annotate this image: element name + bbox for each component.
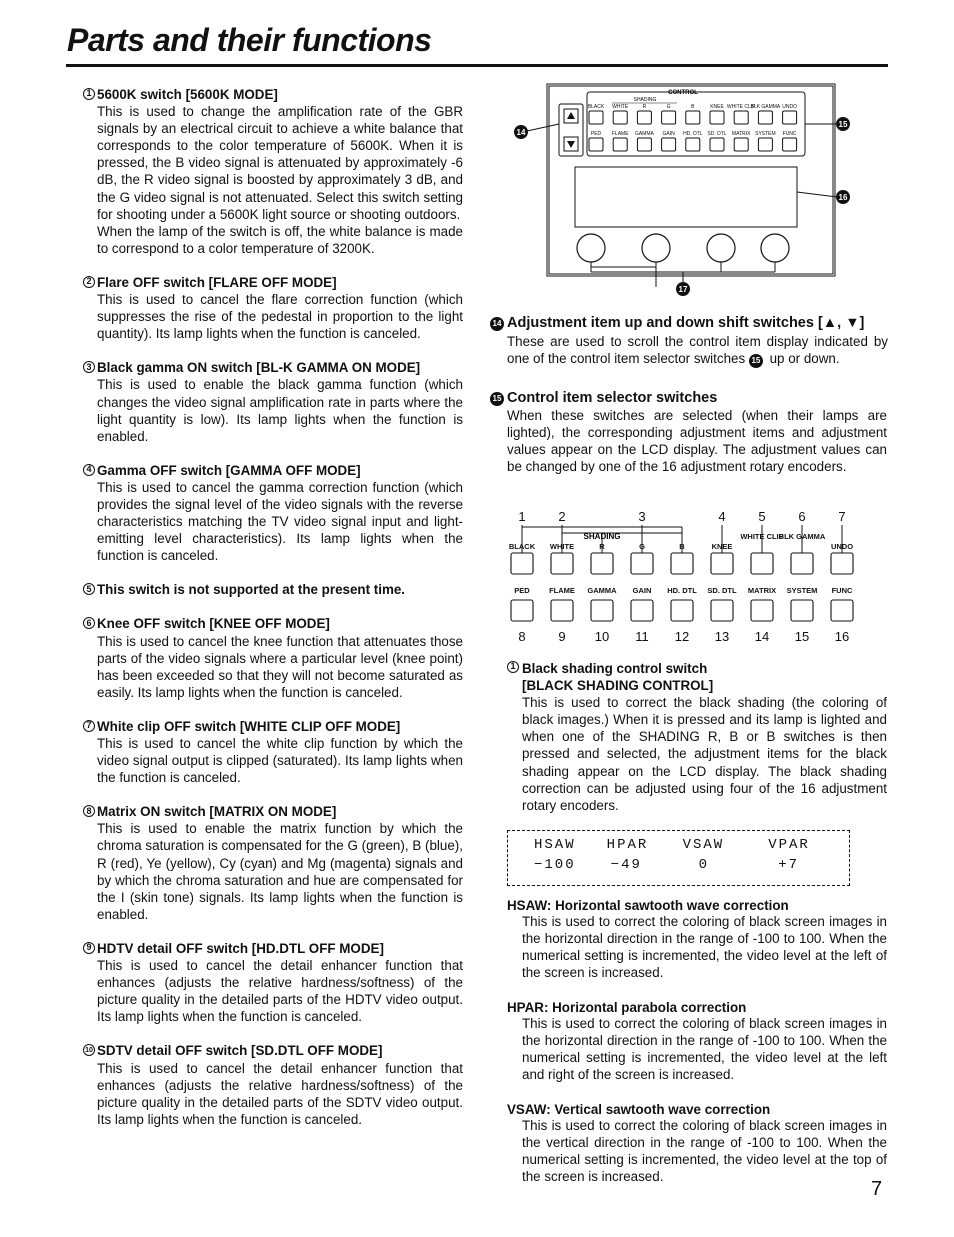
num-circle: 1 [83, 88, 95, 100]
num-circle: 9 [83, 942, 95, 954]
lcd-value-vpar: +7 [778, 857, 800, 873]
switch-top-button[interactable] [591, 553, 613, 574]
heading-text: Knee OFF switch [KNEE OFF MODE] [97, 616, 330, 632]
panel-bottom-label: SD. DTL [707, 131, 727, 137]
panel-control-label: CONTROL [668, 90, 698, 96]
switch-top-label: R [599, 542, 605, 551]
switch-top-num: 2 [558, 509, 566, 524]
panel-bottom-label: GAMMA [634, 131, 654, 137]
left-section-heading [83, 462, 463, 479]
switch-bottom-label: GAIN [632, 586, 652, 595]
definition-heading: HPAR: Horizontal parabola correction [507, 1000, 747, 1015]
section-14 [490, 315, 888, 368]
left-section-heading [83, 1042, 463, 1059]
definition-heading: HSAW: Horizontal sawtooth wave correction [507, 898, 789, 913]
definition-text: This is used to correct the coloring of black screen images in the horizontal direction in the range of -100 to 100. When the numerical setting is incremented, the video level at the left and right of the screen is increased. [522, 1016, 887, 1082]
panel-bottom-button[interactable] [758, 138, 772, 151]
left-section [83, 274, 463, 342]
panel-top-label: KNEE [710, 104, 724, 110]
left-section-heading [83, 86, 463, 103]
left-section [83, 718, 463, 786]
switch-top-label: KNEE [711, 542, 733, 551]
panel-top-button[interactable] [710, 111, 724, 124]
rotary-encoder-knob[interactable] [577, 234, 605, 262]
page-title: Parts and their functions [67, 22, 432, 58]
switch-top-label: BLK GAMMA [778, 532, 826, 541]
panel-bottom-label: SYSTEM [755, 131, 776, 137]
switch-bottom-num: 13 [714, 629, 730, 644]
num-circle: 5 [83, 583, 95, 595]
panel-bottom-button[interactable] [686, 138, 700, 151]
switch-bottom-button[interactable] [751, 600, 773, 621]
section-15 [490, 390, 887, 475]
paragraph: This is used to cancel the detail enhancer function that enhances (adjusts the relative hardness/softness) of the picture quality in the detailed parts of the SDTV video output. Its lamp lights when the function is canceled. [97, 1060, 463, 1127]
switch-bottom-button[interactable] [511, 600, 533, 621]
title-rule [66, 64, 888, 67]
panel-top-label: B [691, 104, 695, 110]
lcd-label-hpar: HPAR [606, 837, 649, 853]
switch-bottom-button[interactable] [591, 600, 613, 621]
switch-bottom-label: MATRIX [747, 586, 777, 595]
panel-top-label: WHITE CLIP [726, 104, 756, 110]
black-heading-1: Black shading control switch [522, 661, 708, 676]
switch-bottom-button[interactable] [671, 600, 693, 621]
switch-top-button[interactable] [551, 553, 573, 574]
paragraph: This is used to cancel the gamma correction function (which provides the signal level of the video signals with the reverse characteristics matching the TV video signal input and light-emitting level characteristics). Its lamp lights when the function is canceled. [97, 479, 463, 564]
panel-top-button[interactable] [783, 111, 797, 124]
callout-14: 14 [516, 128, 526, 137]
paragraph: This is used to enable the black gamma function (which changes the video signal amplification rate in parts where the light quantity is low). Its lamp lights when the function is enabled. [97, 377, 463, 444]
section-black-shading [507, 660, 887, 814]
num-circle: 7 [83, 720, 95, 732]
panel-bottom-button[interactable] [589, 138, 603, 151]
panel-top-label: R [642, 104, 647, 110]
left-section [83, 1042, 463, 1127]
switch-top-num: 6 [798, 509, 806, 524]
lcd-label-vsaw: VSAW [682, 837, 725, 853]
heading-text: Flare OFF switch [FLARE OFF MODE] [97, 274, 337, 290]
switch-top-button[interactable] [711, 553, 733, 574]
left-section-heading [83, 803, 463, 820]
switch-top-label: UNDO [830, 542, 854, 551]
lcd-label-vpar: VPAR [768, 837, 810, 853]
paragraph: This is used to cancel the knee function that attenuates those parts of the video signals where a particular level (knee point) has been exceeded so that they will not become saturated as easily. Its lamp lights when the function is canceled. [97, 633, 463, 700]
panel-top-button[interactable] [589, 111, 603, 124]
left-section-heading [83, 581, 463, 598]
left-section [83, 940, 463, 1025]
paragraph: This is used to cancel the white clip function by which the video signal output is clipped (saturated). Its lamp lights when the function is canceled. [97, 736, 463, 786]
switch-top-button[interactable] [831, 553, 853, 574]
panel-bottom-button[interactable] [710, 138, 724, 151]
panel-bottom-label: MATRIX [731, 131, 751, 137]
switch-bottom-label: HD. DTL [667, 586, 697, 595]
switch-bottom-label: FUNC [831, 586, 853, 595]
left-section [83, 615, 463, 700]
switch-bottom-button[interactable] [711, 600, 733, 621]
panel-top-label: BLK GAMMA [750, 104, 781, 110]
section-14-heading: Adjustment item up and down shift switches [▲, ▼] [507, 315, 865, 331]
switch-bottom-label: GAMMA [587, 586, 617, 595]
left-section [83, 462, 463, 565]
switch-top-num: 3 [638, 509, 646, 524]
lcd-label-hsaw: HSAW [534, 837, 576, 853]
control-panel-diagram [505, 82, 850, 304]
heading-text: HDTV detail OFF switch [HD.DTL OFF MODE] [97, 940, 384, 956]
switch-diagram [500, 505, 870, 650]
switch-top-label: G [639, 542, 645, 551]
switch-top-num: 4 [718, 509, 726, 524]
paragraph: When the lamp of the switch is off, the white balance is made to correspond to a color temperature of 3200K. [97, 223, 463, 256]
switch-top-button[interactable] [671, 553, 693, 574]
definition-heading: VSAW: Vertical sawtooth wave correction [507, 1102, 771, 1117]
rotary-encoder-knob[interactable] [761, 234, 789, 262]
switch-bottom-label: SYSTEM [786, 586, 818, 595]
section-14-text-a: These are used to scroll the control item display indicated by one of the control item selector switches [507, 333, 888, 366]
num-circle: 10 [83, 1044, 95, 1056]
lcd-display [507, 830, 850, 886]
panel-bottom-label: GAIN [662, 131, 675, 137]
rotary-encoder-knob[interactable] [642, 234, 670, 262]
num-circle: 8 [83, 805, 95, 817]
panel-top-label: WHITE [612, 104, 629, 110]
switch-top-button[interactable] [631, 553, 653, 574]
switch-top-button[interactable] [751, 553, 773, 574]
heading-text: This switch is not supported at the present time. [97, 582, 406, 598]
switch-top-button[interactable] [511, 553, 533, 574]
left-section-heading [83, 274, 463, 291]
panel-top-button[interactable] [637, 111, 651, 124]
section-15-text: When these switches are selected (when their lamps are lighted), the corresponding adjustment items and adjustment values appear on the LCD display. The adjustment values can be changed by one of the 16 adjustment rotary encoders. [507, 408, 887, 475]
num-badge-ref: 15 [749, 354, 763, 368]
black-text: This is used to correct the black shading (the coloring of black images.) When it is pressed and its lamp is lighted and when one of the SHADING R, B or B switches is then pressed and selected, the adjustment items for the black shading appear on the LCD display. The black shading correction can be adjusted using four of the 16 adjustment rotary encoders. [522, 695, 887, 813]
left-section [83, 86, 463, 257]
num-circle: 4 [83, 464, 95, 476]
switch-bottom-label: FLAME [549, 586, 575, 595]
panel-top-label: UNDO [782, 104, 797, 110]
panel-bottom-label: FLAME [611, 131, 629, 137]
left-section [83, 581, 463, 598]
heading-text: Gamma OFF switch [GAMMA OFF MODE] [97, 462, 361, 478]
switch-bottom-button[interactable] [631, 600, 653, 621]
switch-top-num: 5 [758, 509, 766, 524]
lcd-definitions [507, 898, 887, 1204]
heading-text: White clip OFF switch [WHITE CLIP OFF MODE] [97, 718, 401, 734]
definition [507, 1000, 887, 1083]
lcd-value-hpar: −49 [610, 857, 642, 873]
left-section [83, 359, 463, 444]
panel-shading-label: SHADING [633, 97, 657, 103]
definition [507, 898, 887, 981]
switch-bottom-num: 12 [674, 629, 690, 644]
switch-shading-label: SHADING [583, 532, 621, 541]
num-badge: 14 [490, 317, 504, 331]
switch-bottom-label: SD. DTL [707, 586, 737, 595]
panel-bottom-button[interactable] [734, 138, 748, 151]
panel-bottom-button[interactable] [662, 138, 676, 151]
left-section-heading [83, 940, 463, 957]
black-heading-2: [BLACK SHADING CONTROL] [522, 678, 714, 694]
panel-bottom-button[interactable] [783, 138, 797, 151]
definition-text: This is used to correct the coloring of black screen images in the horizontal direction in the range of -100 to 100. When the numerical setting is incremented, the video level at the left of the screen is increased. [522, 914, 887, 980]
section-15-heading: Control item selector switches [507, 390, 718, 406]
panel-top-button[interactable] [758, 111, 772, 124]
heading-text: Black gamma ON switch [BL-K GAMMA ON MODE] [97, 360, 421, 376]
num-circle: 3 [83, 361, 95, 373]
paragraph: This is used to cancel the flare correction function (which suppresses the rise of the pedestal in proportion to the light quantity). Its lamp lights when the function is canceled. [97, 292, 463, 342]
heading-text: SDTV detail OFF switch [SD.DTL OFF MODE] [97, 1043, 383, 1059]
switch-bottom-num: 11 [635, 629, 649, 644]
switch-top-label: WHITE CLIP [740, 532, 784, 541]
switch-bottom-label: PED [514, 586, 530, 595]
switch-top-label: BLACK [508, 542, 536, 551]
callout-16: 16 [838, 193, 848, 202]
lcd-value-vsaw: 0 [698, 857, 709, 873]
panel-top-button[interactable] [734, 111, 748, 124]
definition [507, 1102, 887, 1185]
callout-17: 17 [678, 285, 688, 294]
page-number: 7 [871, 1178, 883, 1200]
switch-bottom-button[interactable] [831, 600, 853, 621]
switch-bottom-num: 9 [558, 629, 566, 644]
panel-bottom-button[interactable] [613, 138, 627, 151]
num-circle: 6 [83, 617, 95, 629]
switch-bottom-num: 8 [518, 629, 526, 644]
switch-top-button[interactable] [791, 553, 813, 574]
switch-bottom-num: 14 [754, 629, 770, 644]
callout-15: 15 [838, 120, 848, 129]
switch-top-label: WHITE [549, 542, 575, 551]
panel-bottom-button[interactable] [637, 138, 651, 151]
heading-text: Matrix ON switch [MATRIX ON MODE] [97, 804, 337, 820]
switch-bottom-num: 16 [834, 629, 850, 644]
left-section-heading [83, 359, 463, 376]
panel-bottom-label: PED [590, 131, 602, 137]
switch-top-label: B [679, 542, 685, 551]
switch-bottom-button[interactable] [791, 600, 813, 621]
switch-bottom-num: 10 [594, 629, 610, 644]
heading-text: 5600K switch [5600K MODE] [97, 87, 278, 102]
left-section-heading [83, 718, 463, 735]
rotary-encoder-knob[interactable] [707, 234, 735, 262]
left-column [83, 86, 463, 1145]
paragraph: This is used to cancel the detail enhancer function that enhances (adjusts the relative hardness/softness) of the picture quality in the detailed parts of the HDTV video output. Its lamp lights when the function is canceled. [97, 958, 463, 1025]
panel-top-button[interactable] [686, 111, 700, 124]
panel-top-label: G [666, 104, 671, 110]
section-14-text-b: up or down. [765, 351, 840, 366]
switch-bottom-button[interactable] [551, 600, 573, 621]
num-badge: 15 [490, 392, 504, 406]
left-section [83, 803, 463, 923]
switch-top-num: 1 [518, 509, 526, 524]
left-section-heading [83, 615, 463, 632]
paragraph: This is used to change the amplification rate of the GBR signals by an electrical circuit to achieve a white balance that corresponds to the color temperature of 5600K. When it is pressed, the B video signal is attenuated by approximately -6 dB, the R video signal is boosted by approximately 3 dB, and the G video signal is not attenuated. Select this switch setting for shooting under a 5600K light source or shooting outdoors. [97, 104, 463, 222]
definition-text: This is used to correct the coloring of black screen images in the vertical direction in the range of -100 to 100. When the numerical setting is incremented, the video level at the top of the screen is increased. [522, 1118, 887, 1184]
num-circle: 2 [83, 276, 95, 288]
panel-bottom-label: HD. DTL [683, 131, 703, 137]
panel-top-label: BLACK [587, 104, 605, 110]
paragraph: This is used to enable the matrix function by which the chroma saturation is compensated for the G (green), B (blue), R (red), Ye (yellow), Cy (cyan) and Mg (magenta) signals and by which the chroma saturation and hue are compensated for the I (skin tone) signals. Its lamp lights when the function is enabled. [97, 821, 463, 922]
panel-top-button[interactable] [613, 111, 627, 124]
switch-bottom-num: 15 [794, 629, 810, 644]
panel-top-button[interactable] [662, 111, 676, 124]
lcd-value-hsaw: −100 [534, 857, 576, 873]
panel-bottom-label: FUNC [782, 131, 797, 137]
switch-top-num: 7 [838, 509, 846, 524]
num-circle: 1 [507, 661, 519, 673]
